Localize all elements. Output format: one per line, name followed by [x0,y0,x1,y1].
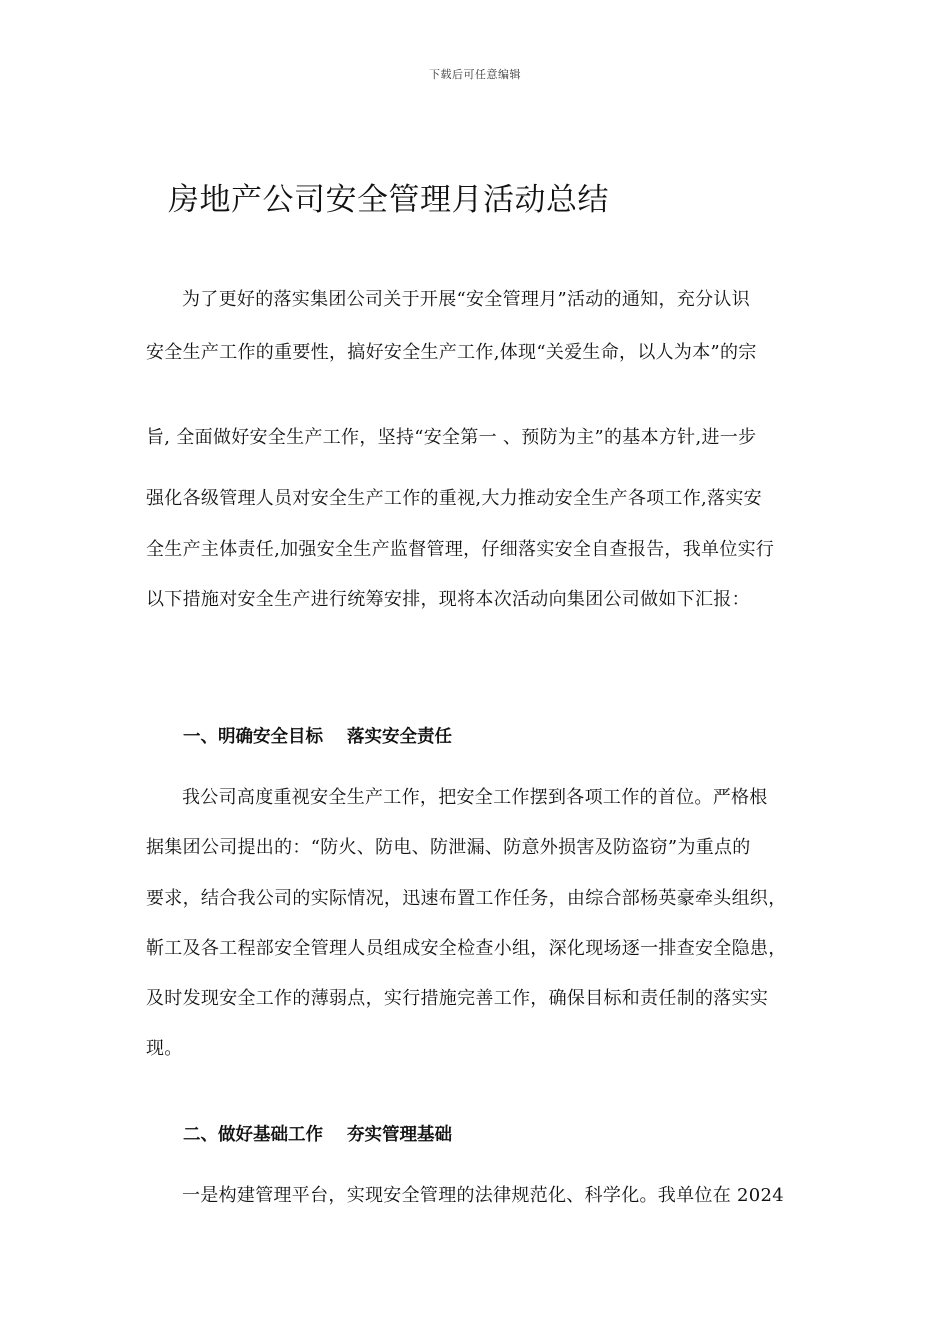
intro-line: 强化各级管理人员对安全生产工作的重视,大力推动安全生产各项工作,落实安 [146,488,762,509]
section-1-heading-part2: 落实安全责任 [347,727,452,747]
header-note: 下载后可任意编辑 [429,68,521,81]
section-2-line: 一是构建管理平台，实现安全管理的法律规范化、科学化。我单位在 2024 [182,1185,785,1206]
section-2-heading [183,1122,452,1148]
section-1-line: 及时发现安全工作的薄弱点，实行措施完善工作，确保目标和责任制的落实实 [146,988,769,1009]
document-title: 房地产公司安全管理月活动总结 [168,182,609,218]
intro-line: 安全生产工作的重要性，搞好安全生产工作,体现“关爱生命，以人为本”的宗 [146,342,757,363]
section-2-heading-part2: 夯实管理基础 [347,1125,452,1145]
section-1-line: 现。 [146,1038,183,1059]
section-1-line: 我公司高度重视安全生产工作，把安全工作摆到各项工作的首位。严格根 [182,787,768,808]
section-2-heading-part1: 二、做好基础工作 [183,1125,323,1145]
section-1-line: 要求，结合我公司的实际情况，迅速布置工作任务，由综合部杨英豪牵头组织， [146,888,787,909]
section-1-heading-part1: 一、明确安全目标 [183,727,323,747]
intro-line: 以下措施对安全生产进行统筹安排，现将本次活动向集团公司做如下汇报： [146,589,750,610]
intro-line: 全生产主体责任,加强安全生产监督管理，仔细落实安全自查报告，我单位实行 [146,539,775,560]
intro-line: 旨, 全面做好安全生产工作，坚持“安全第一 、预防为主”的基本方针,进一步 [146,427,757,448]
intro-line: 为了更好的落实集团公司关于开展“安全管理月”活动的通知，充分认识 [182,289,751,310]
section-1-line: 靳工及各工程部安全管理人员组成安全检查小组，深化现场逐一排查安全隐患， [146,938,787,959]
section-1-line: 据集团公司提出的：“防火、防电、防泄漏、防意外损害及防盗窃”为重点的 [146,837,751,858]
section-1-heading [183,724,452,750]
